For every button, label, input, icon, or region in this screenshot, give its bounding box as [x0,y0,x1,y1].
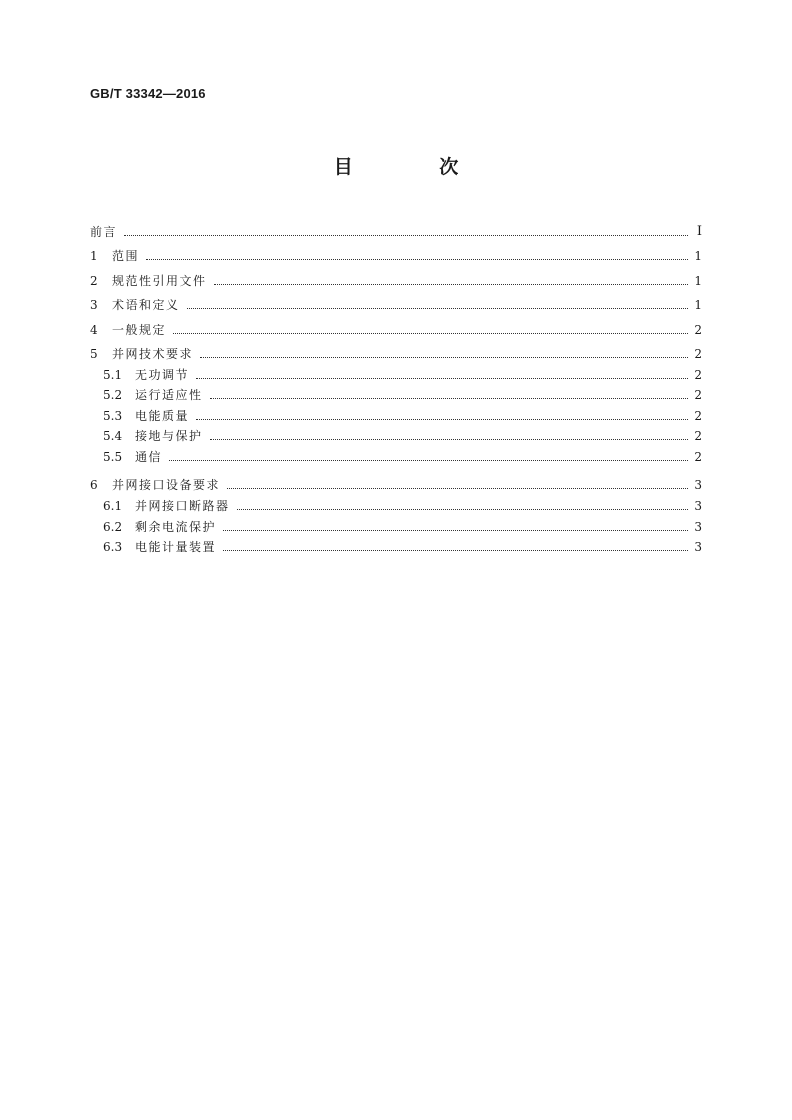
toc-entry-label: 并网技术要求 [112,347,194,361]
toc-entry-5-4[interactable] [90,423,702,444]
toc-entry-label: 术语和定义 [112,298,180,312]
toc-entry-1[interactable] [90,239,702,264]
toc-entry-number: 6.2 [103,519,123,534]
dot-leader [214,284,688,285]
dot-leader [169,460,688,461]
toc-entry-number: 5 [90,347,98,361]
toc-entry-page: 2 [694,388,702,403]
toc-entry-label: 通信 [135,449,163,464]
toc-entry-label: 剩余电流保护 [135,519,217,534]
toc-entry-number: 6.1 [103,499,123,514]
toc-entry-label: 前言 [90,224,118,239]
toc-entry-label: 一般规定 [112,322,167,337]
toc-entry-6-1[interactable] [90,492,702,513]
toc-entry-label: 无功调节 [135,367,190,382]
toc-entry-6-3[interactable] [90,534,702,555]
toc-entry-6[interactable] [90,468,702,493]
toc-entry-5[interactable] [90,337,702,362]
toc-entry-label: 范围 [112,249,140,263]
dot-leader [173,333,688,334]
toc-entry-number: 6 [90,478,98,493]
toc-entry-label: 运行适应性 [135,388,203,403]
toc-title: 目 次 [333,156,499,178]
toc-entry-page: 1 [694,298,702,312]
toc-entry-page: 1 [694,249,702,263]
toc-entry-number: 2 [90,273,98,288]
toc-entry-page: 2 [694,429,702,444]
dot-leader [223,530,688,531]
toc-entry-label: 电能计量装置 [135,540,217,555]
toc-entry-label: 并网接口设备要求 [112,478,221,493]
toc-entry-5-2[interactable] [90,382,702,403]
standard-code: GB/T 33342—2016 [90,86,206,101]
dot-leader [223,550,688,551]
dot-leader [146,259,688,260]
table-of-contents [90,214,702,554]
toc-entry-page: 1 [694,273,702,288]
toc-entry-number: 5.1 [103,367,123,382]
dot-leader [196,378,688,379]
toc-entry-label: 并网接口断路器 [135,499,230,514]
toc-entry-page: I [696,223,702,239]
toc-entry-page: 2 [694,449,702,464]
toc-entry-foreword[interactable] [90,214,702,239]
toc-entry-5-1[interactable] [90,361,702,382]
dot-leader [210,398,688,399]
toc-entry-4[interactable] [90,312,702,337]
toc-entry-number: 3 [90,298,98,312]
toc-entry-number: 5.4 [103,429,123,444]
toc-entry-page: 3 [694,540,702,555]
toc-entry-number: 1 [90,249,98,263]
toc-entry-label: 接地与保护 [135,429,203,444]
dot-leader [227,488,688,489]
dot-leader [200,357,688,358]
toc-entry-6-2[interactable] [90,513,702,534]
toc-entry-label: 电能质量 [135,408,190,423]
toc-entry-5-5[interactable] [90,443,702,464]
toc-entry-5-3[interactable] [90,402,702,423]
toc-entry-number: 5.3 [103,408,123,423]
toc-entry-page: 2 [694,347,702,361]
toc-entry-3[interactable] [90,288,702,313]
toc-entry-number: 4 [90,322,98,337]
dot-leader [124,235,688,236]
toc-entry-number: 5.2 [103,388,123,403]
dot-leader [237,509,688,510]
toc-entry-page: 2 [694,408,702,423]
toc-entry-page: 3 [694,499,702,514]
toc-entry-page: 2 [694,322,702,337]
toc-entry-page: 3 [694,478,702,493]
toc-entry-page: 3 [694,519,702,534]
dot-leader [187,308,688,309]
dot-leader [196,419,688,420]
dot-leader [210,439,688,440]
toc-entry-number: 6.3 [103,540,123,555]
toc-entry-2[interactable] [90,263,702,288]
toc-entry-label: 规范性引用文件 [112,273,207,288]
toc-entry-number: 5.5 [103,449,123,464]
toc-entry-page: 2 [694,367,702,382]
